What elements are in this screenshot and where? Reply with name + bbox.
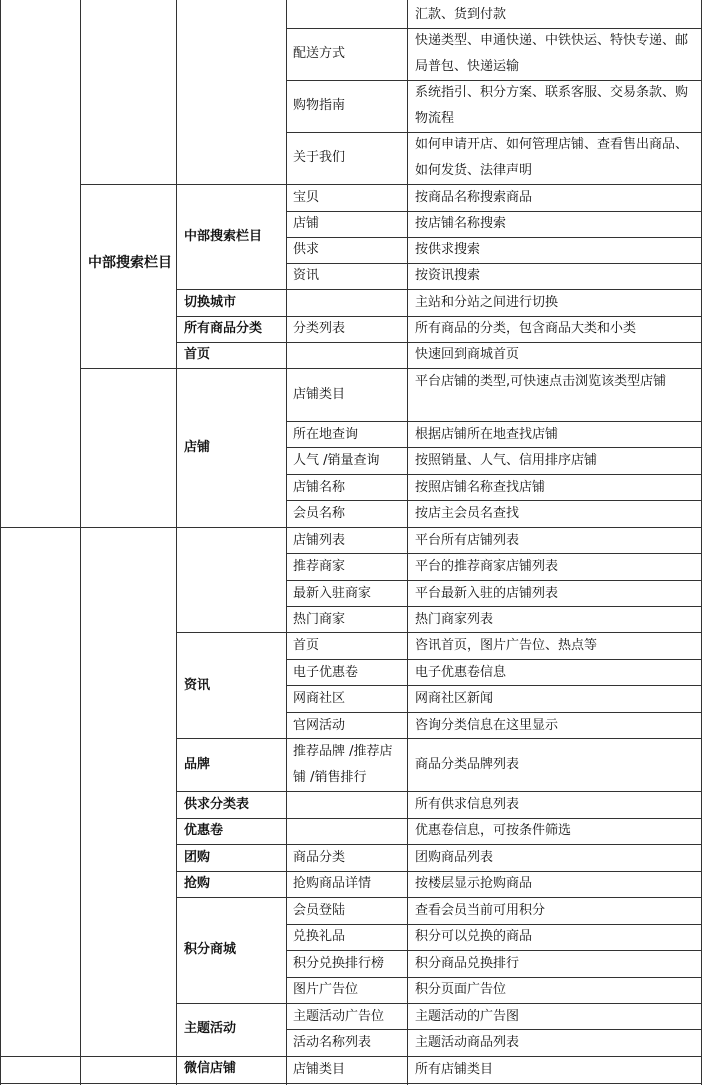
- row-desc: 积分商品兑换排行: [415, 956, 520, 971]
- row-item: 店铺: [293, 216, 320, 231]
- table-border: [80, 184, 176, 185]
- group-middle-search: 中部搜索栏目: [184, 229, 263, 244]
- group-group-buy: 团购: [184, 850, 211, 865]
- group-all-categories: 所有商品分类: [184, 321, 263, 336]
- row-desc: 按资讯搜索: [415, 268, 481, 283]
- table-border: [286, 237, 702, 238]
- group-supply-demand: 供求分类表: [184, 797, 250, 812]
- row-item: 购物指南: [293, 98, 346, 113]
- table-border: [0, 527, 702, 528]
- table-border: [286, 0, 287, 1085]
- row-item: 主题活动广告位: [293, 1009, 385, 1024]
- row-desc: 查看会员当前可用积分: [415, 903, 546, 918]
- section-label-middle-search: 中部搜索栏目: [88, 255, 172, 271]
- table-border: [286, 263, 702, 264]
- row-item: 会员名称: [293, 506, 346, 521]
- row-item: 会员登陆: [293, 903, 346, 918]
- row-desc: 按照店铺名称查找店铺: [415, 480, 546, 495]
- row-item: 资讯: [293, 268, 320, 283]
- row-item: 宝贝: [293, 190, 320, 205]
- row-desc: 汇款、货到付款: [415, 7, 507, 22]
- row-desc: 所有供求信息列表: [415, 797, 520, 812]
- table-border: [176, 0, 177, 1085]
- row-desc: 主题活动商品列表: [415, 1035, 520, 1050]
- row-item: 最新入驻商家: [293, 586, 372, 601]
- group-home: 首页: [184, 347, 211, 362]
- row-item: 配送方式: [293, 46, 346, 61]
- row-desc: 咨询分类信息在这里显示: [415, 718, 559, 733]
- row-desc: 主题活动的广告图: [415, 1009, 520, 1024]
- row-item: 电子优惠卷: [293, 665, 359, 680]
- group-wechat-shop: 微信店铺: [184, 1061, 237, 1076]
- row-item: 热门商家: [293, 612, 346, 627]
- table-border: [0, 1056, 702, 1057]
- row-item: 图片广告位: [293, 982, 359, 997]
- row-item: 推荐品牌 /推荐店铺 /销售排行: [293, 744, 393, 785]
- row-desc: 按照销量、人气、信用排序店铺: [415, 453, 598, 468]
- row-desc: 按供求搜索: [415, 242, 481, 257]
- row-desc: 根据店铺所在地查找店铺: [415, 427, 559, 442]
- row-desc: 按商品名称搜索商品: [415, 190, 533, 205]
- row-desc: 所有店铺类目: [415, 1062, 494, 1077]
- row-desc: 优惠卷信息，可按条件筛选: [415, 823, 572, 838]
- table-border: [701, 0, 702, 1085]
- row-item: 店铺类目: [293, 1062, 346, 1077]
- row-desc: 如何申请开店、如何管理店铺、查看售出商品、如何发货、法律声明: [415, 137, 689, 178]
- row-item: 活动名称列表: [293, 1035, 372, 1050]
- row-desc: 按楼层显示抢购商品: [415, 876, 533, 891]
- row-item: 抢购商品详情: [293, 876, 372, 891]
- row-desc: 平台所有店铺列表: [415, 533, 520, 548]
- group-news: 资讯: [184, 678, 211, 693]
- row-desc: 平台的推荐商家店铺列表: [415, 559, 559, 574]
- row-item: 积分兑换排行榜: [293, 956, 385, 971]
- row-desc: 商品分类品牌列表: [415, 757, 520, 772]
- row-desc: 团购商品列表: [415, 850, 494, 865]
- row-item: 官网活动: [293, 718, 346, 733]
- row-desc: 所有商品的分类，包含商品大类和小类: [415, 321, 637, 336]
- row-desc: 积分页面广告位: [415, 982, 507, 997]
- row-item: 关于我们: [293, 150, 346, 165]
- table-border: [0, 0, 1, 1085]
- group-switch-city: 切换城市: [184, 295, 237, 310]
- row-desc: 咨讯首页，图片广告位、热点等: [415, 638, 598, 653]
- row-item: 所在地查询: [293, 427, 359, 442]
- row-item: 网商社区: [293, 691, 346, 706]
- table-border: [80, 0, 81, 1085]
- row-desc: 按店主会员名查找: [415, 506, 520, 521]
- row-desc: 网商社区新闻: [415, 691, 494, 706]
- row-item: 首页: [293, 638, 320, 653]
- row-desc: 系统指引、积分方案、联系客服、交易条款、购物流程: [415, 85, 689, 126]
- row-item: 供求: [293, 242, 320, 257]
- table-border: [0, 1083, 702, 1084]
- group-shops: 店铺: [184, 440, 211, 455]
- row-item: 店铺类目: [293, 387, 346, 402]
- row-desc: 平台店铺的类型,可快速点击浏览该类型店铺: [415, 374, 667, 389]
- row-desc: 主站和分站之间进行切换: [415, 295, 559, 310]
- group-coupon: 优惠卷: [184, 823, 224, 838]
- row-desc: 快速回到商城首页: [415, 347, 520, 362]
- row-desc: 热门商家列表: [415, 612, 494, 627]
- group-theme-activity: 主题活动: [184, 1021, 237, 1036]
- row-item: 推荐商家: [293, 559, 346, 574]
- row-desc: 积分可以兑换的商品: [415, 929, 533, 944]
- row-desc: 平台最新入驻的店铺列表: [415, 586, 559, 601]
- row-item: 分类列表: [293, 321, 346, 336]
- row-item: 店铺名称: [293, 480, 346, 495]
- row-item: 店铺列表: [293, 533, 346, 548]
- group-points-mall: 积分商城: [184, 942, 237, 957]
- row-desc: 电子优惠卷信息: [415, 665, 507, 680]
- row-desc: 按店铺名称搜索: [415, 216, 507, 231]
- table-border: [407, 0, 408, 1085]
- row-item: 商品分类: [293, 850, 346, 865]
- row-item: 兑换礼品: [293, 929, 346, 944]
- row-item: 人气 /销量查询: [293, 453, 380, 468]
- group-brand: 品牌: [184, 757, 211, 772]
- row-desc: 快递类型、申通快递、中铁快运、特快专递、邮局普包、快递运输: [415, 33, 689, 74]
- group-flash-sale: 抢购: [184, 876, 211, 891]
